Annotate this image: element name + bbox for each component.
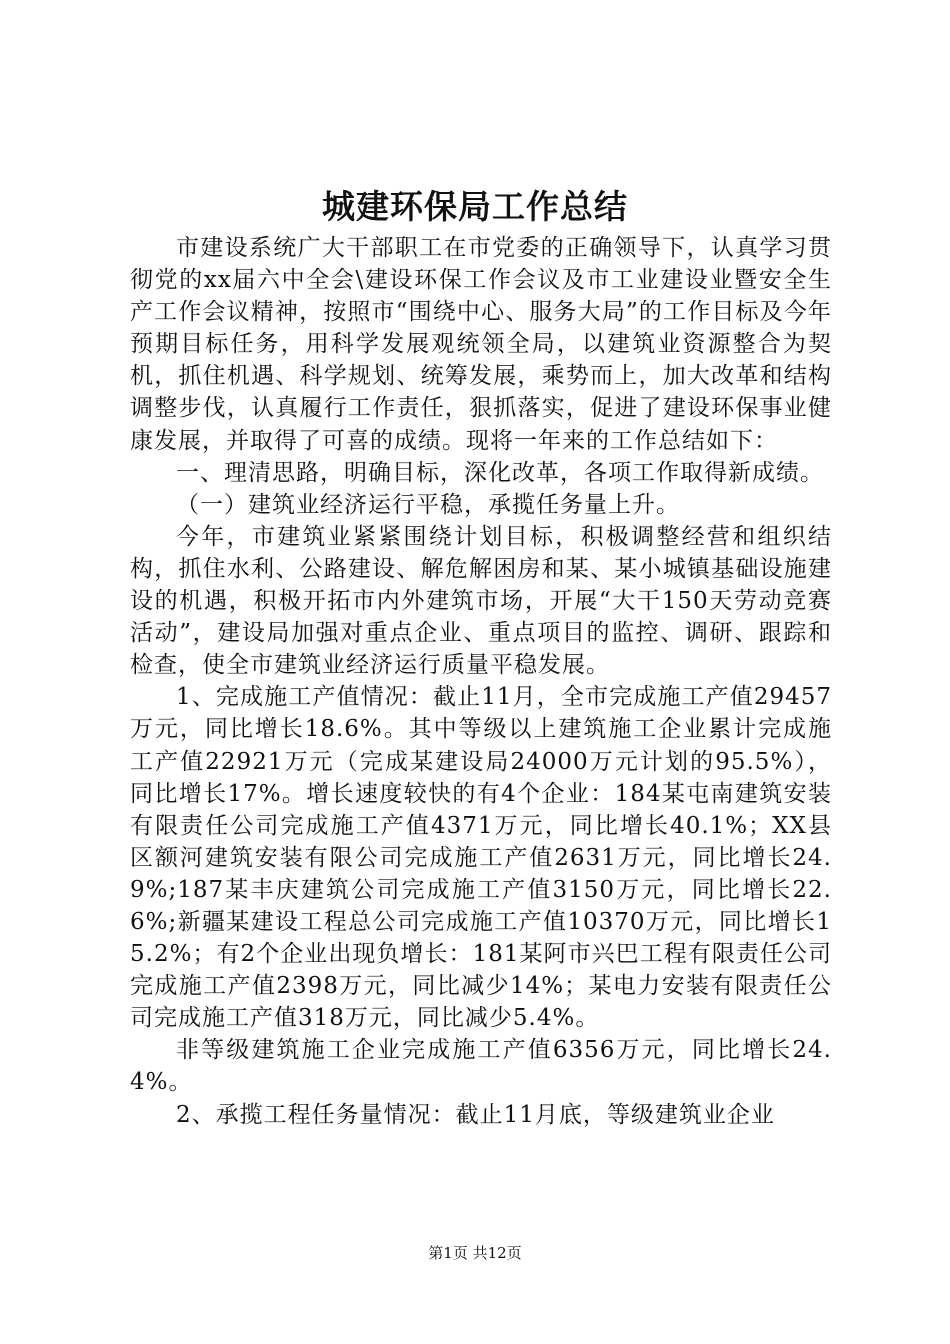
- page-footer: 第1页 共12页: [428, 1244, 522, 1262]
- paragraph-overview: 今年，市建筑业紧紧围绕计划目标，积极调整经营和组织结构，抓住水利、公路建设、解危解困房和某、某小城镇基础设施建设的机遇，积极开拓市内外建筑市场，开展“大干150天劳动竞赛活动”，建设局加强对重点企业、重点项目的监控、调研、跟踪和检查，使全市建筑业经济运行质量平稳发展。: [130, 523, 832, 679]
- paragraph-section-heading: 一、理清思路，明确目标，深化改革，各项工作取得新成绩。: [176, 459, 824, 486]
- paragraph-non-grade: 非等级建筑施工企业完成施工产值6356万元，同比增长24.4%。: [130, 1037, 832, 1096]
- paragraph-output-value: 1、完成施工产值情况：截止11月，全市完成施工产值29457万元，同比增长18.6%。其中等级以上建筑施工企业累计完成施工产值22921万元（完成某建设局24000万元计划的95.5%），同比增长17%。增长速度较快的有4个企业：184某屯南建筑安装有限责任公司完成施工产值4371万元，同比增长40.1%；XX县区额河建筑安装有限公司完成施工产值2631万元，同比增长24.9%;187某丰庆建筑公司完成施工产值3150万元，同比增长22.6%;新疆某建设工程总公司完成施工产值10370万元，同比增长15.2%；有2个企业出现负增长：181某阿市兴巴工程有限责任公司完成施工产值2398万元，同比减少14%；某电力安装有限责任公司完成施工产值318万元，同比减少5.4%。: [130, 684, 832, 1032]
- paragraph-subsection-heading: （一）建筑业经济运行平稳，承揽任务量上升。: [176, 491, 680, 518]
- document-title: 城建环保局工作总结: [322, 187, 628, 226]
- paragraph-contracted-tasks: 2、承揽工程任务量情况：截止11月底，等级建筑业企业: [176, 1101, 775, 1128]
- document-body: [130, 232, 832, 1131]
- paragraph-intro: 市建设系统广大干部职工在市党委的正确领导下，认真学习贯彻党的xx届六中全会\建设环保工作会议及市工业建设业暨安全生产工作会议精神，按照市“围绕中心、服务大局”的工作目标及今年预期目标任务，用科学发展观统领全局，以建筑业资源整合为契机，抓住机遇、科学规划、统筹发展，乘势而上，加大改革和结构调整步伐，认真履行工作责任，狠抓落实，促进了建设环保事业健康发展，并取得了可喜的成绩。现将一年来的工作总结如下：: [130, 235, 832, 454]
